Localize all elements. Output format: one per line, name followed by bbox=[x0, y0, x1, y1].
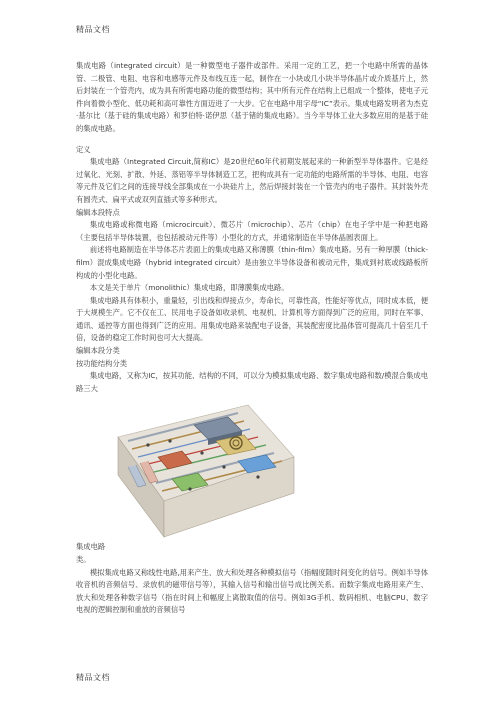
definition-heading: 定义 bbox=[76, 144, 91, 154]
classification-subheading: 按功能结构分类 bbox=[76, 358, 128, 368]
analog-digital-paragraph: 模拟集成电路又称线性电路,用来产生、放大和处理各种模拟信号（指幅度随时间变化的信号。例如半导体收音机的音频信号、录放机的磁带信号等），其输入信号和输出信号成比例关系。而数字集成电路用来产生、放大和处理各种数字信号（指在时间上和幅度上离散取值的信号。例如3G手机、数码相机、电脑CPU、数字电视的逻辑控制和重放的音频信号 bbox=[76, 567, 428, 615]
features-heading: 编辑本段特点 bbox=[76, 207, 120, 217]
features-paragraph-1: 集成电路或称微电路（microcircuit）、微芯片（microchip）、芯片（chip）在电子学中是一种把电路（主要包括半导体装置，也包括被动元件等）小型化的方式，并通常制造在半导体晶圆表面上。 bbox=[76, 220, 428, 242]
classification-continuation: 类。 bbox=[76, 555, 91, 565]
page-footer: 精品文档 bbox=[76, 673, 110, 682]
ic-die-image bbox=[98, 397, 298, 541]
image-caption: 集成电路 bbox=[76, 542, 106, 552]
features-paragraph-2: 前述将电路制造在半导体芯片表面上的集成电路又称薄膜（thin-film）集成电路。另有一种厚膜（thick-film）混成集成电路（hybrid integrated circuit）是由独立半导体设备和被动元件，集成到衬底或线路板所构成的小型化电路。 bbox=[76, 245, 428, 280]
intro-paragraph: 集成电路（integrated circuit）是一种微型电子器件或部件。采用一定的工艺，把一个电路中所需的晶体管、二极管、电阻、电容和电感等元件及布线互连一起，制作在一小块或几小块半导体晶片或介质基片上，然后封装在一个管壳内，成为具有所需电路功能的微型结构；其中所有元件在结构上已组成一个整体，使电子元件向着微小型化、低功耗和高可靠性方面迈进了一大步。它在电路中用字母“IC”表示。集成电路发明者为杰克·基尔比（基于硅的集成电路）和罗伯特·诺伊思（基于锗的集成电路）。当今半导体工业大多数应用的是基于硅的集成电路。 bbox=[76, 61, 428, 133]
features-paragraph-3: 本文是关于单片（monolithic）集成电路，即薄膜集成电路。 bbox=[89, 283, 289, 293]
classification-paragraph: 集成电路，又称为IC，按其功能、结构的不同，可以分为模拟集成电路、数字集成电路和数/模混合集成电路三大 bbox=[76, 371, 428, 393]
page-header: 精品文档 bbox=[76, 25, 110, 34]
features-paragraph-4: 集成电路具有体积小，重量轻，引出线和焊接点少，寿命长，可靠性高，性能好等优点，同时成本低，便于大规模生产。它不仅在工、民用电子设备如收录机、电视机、计算机等方面得到广泛的应用，同时在军事、通讯、遥控等方面也得到广泛的应用。用集成电路来装配电子设备，其装配密度比晶体管可提高几十倍至几千倍，设备的稳定工作时间也可大大提高。 bbox=[76, 295, 428, 343]
definition-paragraph: 集成电路（Integrated Circuit,简称IC）是20世纪60年代初期发展起来的一种新型半导体器件。它是经过氧化、光刻、扩散、外延、蒸铝等半导体制造工艺，把构成具有一定功能的电路所需的半导体、电阻、电容等元件及它们之间的连接导线全部集成在一小块硅片上，然后焊接封装在一个管壳内的电子器件。其封装外壳有圆壳式、扁平式或双列直插式等多种形式。 bbox=[76, 157, 428, 204]
document-body bbox=[76, 60, 428, 617]
classification-heading: 编辑本段分类 bbox=[76, 346, 120, 356]
